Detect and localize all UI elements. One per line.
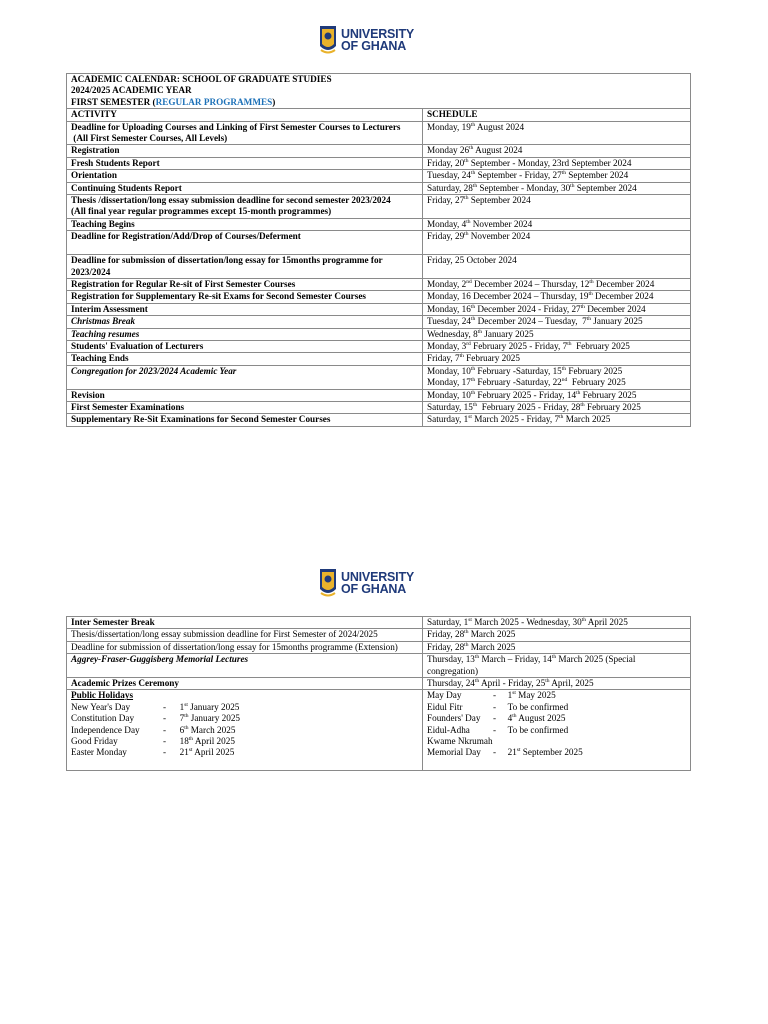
schedule-cell: Monday, 10th February -Saturday, 15th February 2025 Monday, 17th February -Saturday, 22nd February 2025 (423, 365, 691, 389)
schedule-cell: Monday, 19th August 2024 (423, 121, 691, 145)
activity-registration-for-regular-re-sit-of-first: Registration for Regular Re-sit of First Semester Courses (67, 278, 423, 290)
schedule-cell: Friday, 28th March 2025 (423, 629, 691, 641)
first-semester-row (67, 316, 691, 328)
holiday-item: May Day - 1st May 2025 (427, 690, 556, 701)
activity-orientation: Orientation (67, 170, 423, 182)
activity-congregation-for-2023-2024-academic-year: Congregation for 2023/2024 Academic Year (67, 365, 423, 389)
second-semester-row (67, 678, 691, 690)
crest-icon (318, 24, 338, 56)
logo-line-1: UNIVERSITY (341, 570, 415, 584)
second-semester-row (67, 654, 691, 678)
holiday-item: Independence Day - 6th March 2025 (71, 724, 236, 735)
schedule-cell: Friday, 27th September 2024 (423, 195, 691, 219)
schedule-cell: Monday, 4th November 2024 (423, 218, 691, 230)
schedule-cell: Tuesday, 24th September - Friday, 27th September 2024 (423, 170, 691, 182)
schedule-cell: Tuesday, 24th December 2024 – Tuesday, 7th January 2025 (423, 316, 691, 328)
header-line-2: 2024/2025 ACADEMIC YEAR (71, 85, 192, 96)
activity-aggrey-fraser-guggisberg-memorial-lectur: Aggrey-Fraser-Guggisberg Memorial Lectures (67, 654, 423, 678)
holiday-item: Memorial Day - 21st September 2025 (427, 747, 583, 758)
activity-interim-assessment: Interim Assessment (67, 303, 423, 315)
activity-teaching-ends: Teaching Ends (67, 353, 423, 365)
activity-revision: Revision (67, 389, 423, 401)
logo-line-1: UNIVERSITY (341, 27, 415, 41)
schedule-column-header: SCHEDULE (423, 109, 691, 121)
second-semester-table (66, 616, 691, 771)
activity-teaching-begins: Teaching Begins (67, 218, 423, 230)
activity-registration: Registration (67, 145, 423, 157)
activity-teaching-resumes: Teaching resumes (67, 328, 423, 340)
activity-inter-semester-break: Inter Semester Break (67, 617, 423, 629)
first-semester-row (67, 365, 691, 389)
schedule-cell: Wednesday, 8th January 2025 (423, 328, 691, 340)
first-semester-row (67, 121, 691, 145)
activity-deadline-for-uploading-courses-and-linki: Deadline for Uploading Courses and Linking of First Semester Courses to Lecturers (All First Semester Courses, All Levels) (67, 121, 423, 145)
first-semester-row (67, 414, 691, 426)
first-semester-row (67, 255, 691, 279)
header-line-1: ACADEMIC CALENDAR: SCHOOL OF GRADUATE STUDIES (71, 74, 332, 84)
activity-deadline-for-submission-of-dissertation-: Deadline for submission of dissertation/long essay for 15months programme for 2023/2024 (67, 255, 423, 279)
holiday-item: Constitution Day - 7th January 2025 (71, 713, 241, 724)
first-semester-row (67, 182, 691, 194)
holiday-item: Eidul-Adha - To be confirmed (427, 724, 569, 735)
public-holidays-row (67, 690, 691, 771)
first-semester-row (67, 218, 691, 230)
schedule-cell: Monday, 10th February 2025 - Friday, 14th February 2025 (423, 389, 691, 401)
first-semester-row (67, 145, 691, 157)
activity-first-semester-examinations: First Semester Examinations (67, 401, 423, 413)
schedule-cell: Monday, 2nd December 2024 – Thursday, 12th December 2024 (423, 278, 691, 290)
public-holidays-left (67, 690, 423, 771)
schedule-cell: Monday 26th August 2024 (423, 145, 691, 157)
first-semester-table (66, 73, 691, 427)
logo-line-2: OF GHANA (341, 582, 407, 596)
second-semester-row (67, 617, 691, 629)
schedule-cell: Friday, 28th March 2025 (423, 641, 691, 653)
second-semester-row (67, 629, 691, 641)
first-semester-row (67, 328, 691, 340)
activity-fresh-students-report: Fresh Students Report (67, 157, 423, 169)
schedule-cell: Thursday, 13th March – Friday, 14th March 2025 (Special congregation) (423, 654, 691, 678)
second-semester-row (67, 641, 691, 653)
activity-christmas-break: Christmas Break (67, 316, 423, 328)
activity-deadline-for-registration-add-drop-of-co: Deadline for Registration/Add/Drop of Courses/Deferment (67, 231, 423, 255)
schedule-cell: Friday, 29th November 2024 (423, 231, 691, 255)
schedule-cell: Saturday, 15th February 2025 - Friday, 28th February 2025 (423, 401, 691, 413)
activity-students-evaluation-of-lecturers: Students' Evaluation of Lecturers (67, 340, 423, 352)
first-semester-row (67, 303, 691, 315)
activity-academic-prizes-ceremony: Academic Prizes Ceremony (67, 678, 423, 690)
holiday-item: Eidul Fitr - To be confirmed (427, 701, 569, 712)
first-semester-row (67, 278, 691, 290)
activity-thesis-dissertation-long-essay-submissio: Thesis/dissertation/long essay submission deadline for First Semester of 2024/2025 (67, 629, 423, 641)
activity-continuing-students-report: Continuing Students Report (67, 182, 423, 194)
first-semester-row (67, 340, 691, 352)
schedule-cell: Friday, 7th February 2025 (423, 353, 691, 365)
first-semester-row (67, 231, 691, 255)
logo-line-2: OF GHANA (341, 39, 407, 53)
holiday-item: Kwame Nkrumah (427, 736, 493, 747)
schedule-cell: Friday, 20th September - Monday, 23rd September 2024 (423, 157, 691, 169)
first-semester-row (67, 389, 691, 401)
first-semester-row (67, 353, 691, 365)
first-semester-row (67, 401, 691, 413)
schedule-cell: Friday, 25 October 2024 (423, 255, 691, 279)
activity-supplementary-re-sit-examinations-for-se: Supplementary Re-Sit Examinations for Second Semester Courses (67, 414, 423, 426)
header-line-3: FIRST SEMESTER (REGULAR PROGRAMMES) (71, 96, 276, 107)
activity-registration-for-supplementary-re-sit-ex: Registration for Supplementary Re-sit Exams for Second Semester Courses (67, 291, 423, 303)
schedule-cell: Monday, 16 December 2024 – Thursday, 19th December 2024 (423, 291, 691, 303)
holiday-item: Easter Monday - 21st April 2025 (71, 747, 235, 758)
activity-column-header: ACTIVITY (67, 109, 423, 121)
public-holidays-right (423, 690, 691, 771)
university-logo-2 (318, 567, 414, 599)
holiday-item: New Year's Day - 1st January 2025 (71, 701, 240, 712)
activity-thesis-dissertation-long-essay-submissio: Thesis /dissertation/long essay submission deadline for second semester 2023/2024 (All final year regular programmes except 15-month programmes) (67, 195, 423, 219)
schedule-cell: Saturday, 1st March 2025 - Wednesday, 30th April 2025 (423, 617, 691, 629)
calendar-header (67, 74, 691, 109)
public-holidays-title: Public Holidays (71, 690, 134, 701)
first-semester-row (67, 157, 691, 169)
first-semester-row (67, 195, 691, 219)
schedule-cell: Monday, 16th December 2024 - Friday, 27th December 2024 (423, 303, 691, 315)
holiday-item: Good Friday - 18th April 2025 (71, 736, 235, 747)
crest-icon (318, 567, 338, 599)
first-semester-row (67, 291, 691, 303)
holiday-item: Founders' Day - 4th August 2025 (427, 713, 566, 724)
first-semester-row (67, 170, 691, 182)
activity-deadline-for-submission-of-dissertation-: Deadline for submission of dissertation/long essay for 15months programme (Extension) (67, 641, 423, 653)
schedule-cell: Thursday, 24th April - Friday, 25th April, 2025 (423, 678, 691, 690)
university-logo (318, 24, 414, 56)
schedule-cell: Saturday, 28th September - Monday, 30th September 2024 (423, 182, 691, 194)
schedule-cell: Saturday, 1st March 2025 - Friday, 7th March 2025 (423, 414, 691, 426)
schedule-cell: Monday, 3rd February 2025 - Friday, 7th February 2025 (423, 340, 691, 352)
